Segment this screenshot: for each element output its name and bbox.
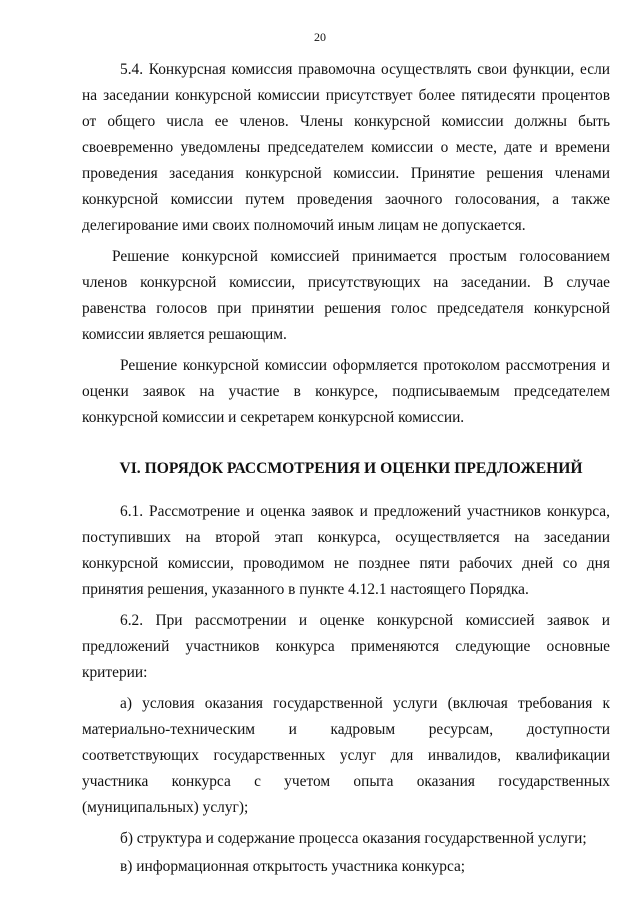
paragraph-6-1: 6.1. Рассмотрение и оценка заявок и предложений участников конкурса, поступивших на второй этап конкурса, осуществляется на заседании конкурсной комиссии, проводимом не позднее пяти рабочих дней со дня принятия решения, указанного в пункте 4.12.1 настоящего Порядка.	[82, 503, 610, 598]
document-body	[82, 57, 610, 882]
section-title: VI. ПОРЯДОК РАССМОТРЕНИЯ И ОЦЕНКИ ПРЕДЛОЖЕНИЙ	[119, 460, 583, 477]
paragraph-5-4: 5.4. Конкурсная комиссия правомочна осуществлять свои функции, если на заседании конкурсной комиссии присутствует более пятидесяти процентов от общего числа ее членов. Члены конкурсной комиссии должны быть своевременно уведомлены председателем комиссии о месте, дате и времени проведения заседания конкурсной комиссии. Принятие решения членами конкурсной комиссии путем проведения заочного голосования, а также делегирование ими своих полномочий иным лицам не допускается.	[82, 61, 610, 234]
criterion-a: а) условия оказания государственной услуги (включая требования к материально-техническим и кадровым ресурсам, доступности соответствующих государственных услуг для инвалидов, квалификации участника конкурса с учетом опыта оказания государственных (муниципальных) услуг);	[82, 695, 610, 816]
page-number: 20	[314, 30, 326, 44]
criterion-b: б) структура и содержание процесса оказания государственной услуги;	[120, 830, 587, 847]
paragraph-decision-protocol: Решение конкурсной комиссии оформляется протоколом рассмотрения и оценки заявок на участие в конкурсе, подписываемым председателем конкурсной комиссии и секретарем конкурсной комиссии.	[82, 357, 610, 426]
criterion-c: в) информационная открытость участника конкурса;	[120, 858, 466, 875]
paragraph-6-2: 6.2. При рассмотрении и оценке конкурсной комиссией заявок и предложений участников конкурса применяются следующие основные критерии:	[82, 612, 610, 681]
paragraph-decision-voting: Решение конкурсной комиссией принимается простым голосованием членов конкурсной комиссии, присутствующих на заседании. В случае равенства голосов при принятии решения голос председателя конкурсной комиссии является решающим.	[82, 248, 610, 343]
